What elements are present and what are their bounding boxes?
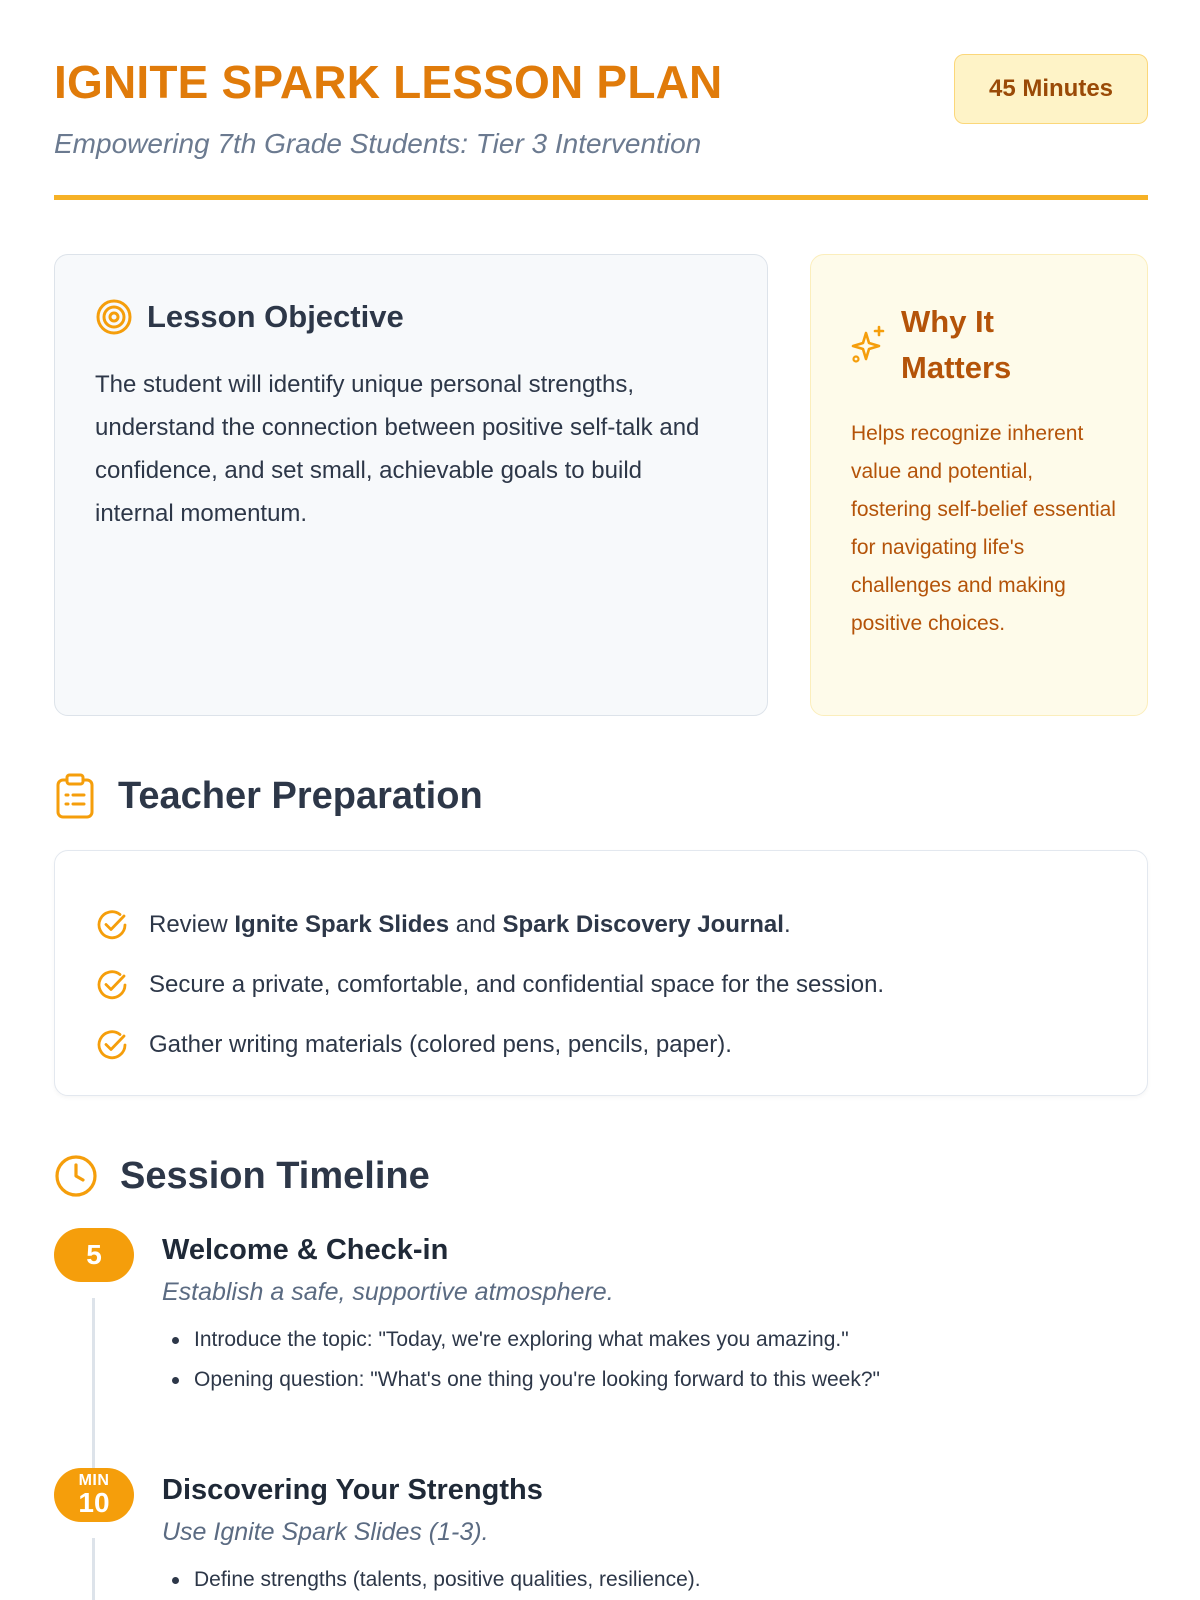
list-item: Opening question: "What's one thing you're looking forward to this week?" (162, 1360, 1142, 1400)
check-circle-icon (95, 968, 129, 1002)
minutes-value: 5 (86, 1239, 102, 1270)
clipboard-icon (54, 773, 96, 819)
page-subtitle: Empowering 7th Grade Students: Tier 3 Intervention (54, 128, 702, 159)
preparation-heading (54, 772, 483, 820)
list-item: Introduce the topic: "Today, we're exploring what makes you amazing." (162, 1320, 1142, 1360)
check-circle-icon (95, 1028, 129, 1062)
timeline-entry-description: Use Ignite Spark Slides (1-3). (162, 1518, 489, 1546)
timeline-connector (92, 1538, 95, 1600)
why-heading (851, 299, 1117, 391)
preparation-heading-label: Teacher Preparation (118, 775, 483, 817)
minutes-badge (54, 1468, 134, 1522)
minutes-badge (54, 1228, 134, 1282)
objective-heading-label: Lesson Objective (147, 299, 404, 334)
preparation-item-text: Gather writing materials (colored pens, pencils, paper). (149, 1031, 732, 1058)
preparation-item-text: Secure a private, comfortable, and confidential space for the session. (149, 971, 885, 998)
why-card (810, 254, 1148, 716)
timeline-connector (92, 1298, 95, 1472)
timeline-entry-content (162, 1468, 1142, 1600)
check-circle-icon (95, 908, 129, 942)
why-text: Helps recognize inherent value and potential, fostering self-belief essential for navigating life's challenges and making positive choices. (851, 422, 1116, 635)
timeline-heading (54, 1152, 430, 1200)
preparation-item (95, 955, 1107, 1015)
objective-card (54, 254, 768, 716)
timeline-entry-title: Discovering Your Strengths (162, 1474, 543, 1506)
objective-text: The student will identify unique personal strengths, understand the connection between positive self-talk and confidence, and set small, achievable goals to build internal momentum. (95, 371, 700, 527)
page-header (54, 54, 1148, 200)
lesson-plan-page (54, 0, 1148, 1600)
list-item: Define strengths (talents, positive qualities, resilience). (162, 1560, 1142, 1600)
target-icon (95, 298, 133, 336)
minutes-unit: MIN (78, 1472, 110, 1489)
preparation-card (54, 850, 1148, 1096)
sparkles-icon (851, 325, 887, 365)
timeline-entry-content (162, 1228, 1142, 1400)
preparation-item-text: Review Ignite Spark Slides and Spark Discovery Journal. (149, 911, 791, 938)
timeline-entry-title: Welcome & Check-in (162, 1234, 449, 1266)
objective-heading (95, 297, 727, 337)
clock-icon (54, 1154, 98, 1198)
minutes-value: 10 (78, 1487, 110, 1518)
timeline-heading-label: Session Timeline (120, 1155, 430, 1197)
why-heading-label: Why It Matters (901, 304, 1012, 385)
page-title: IGNITE SPARK LESSON PLAN (54, 56, 723, 108)
timeline-entry-bullets (162, 1560, 1142, 1600)
timeline-entry-description: Establish a safe, supportive atmosphere. (162, 1278, 614, 1306)
preparation-item (95, 895, 1107, 955)
timeline-entry-bullets (162, 1320, 1142, 1400)
preparation-item (95, 1015, 1107, 1075)
duration-badge: 45 Minutes (954, 54, 1148, 124)
